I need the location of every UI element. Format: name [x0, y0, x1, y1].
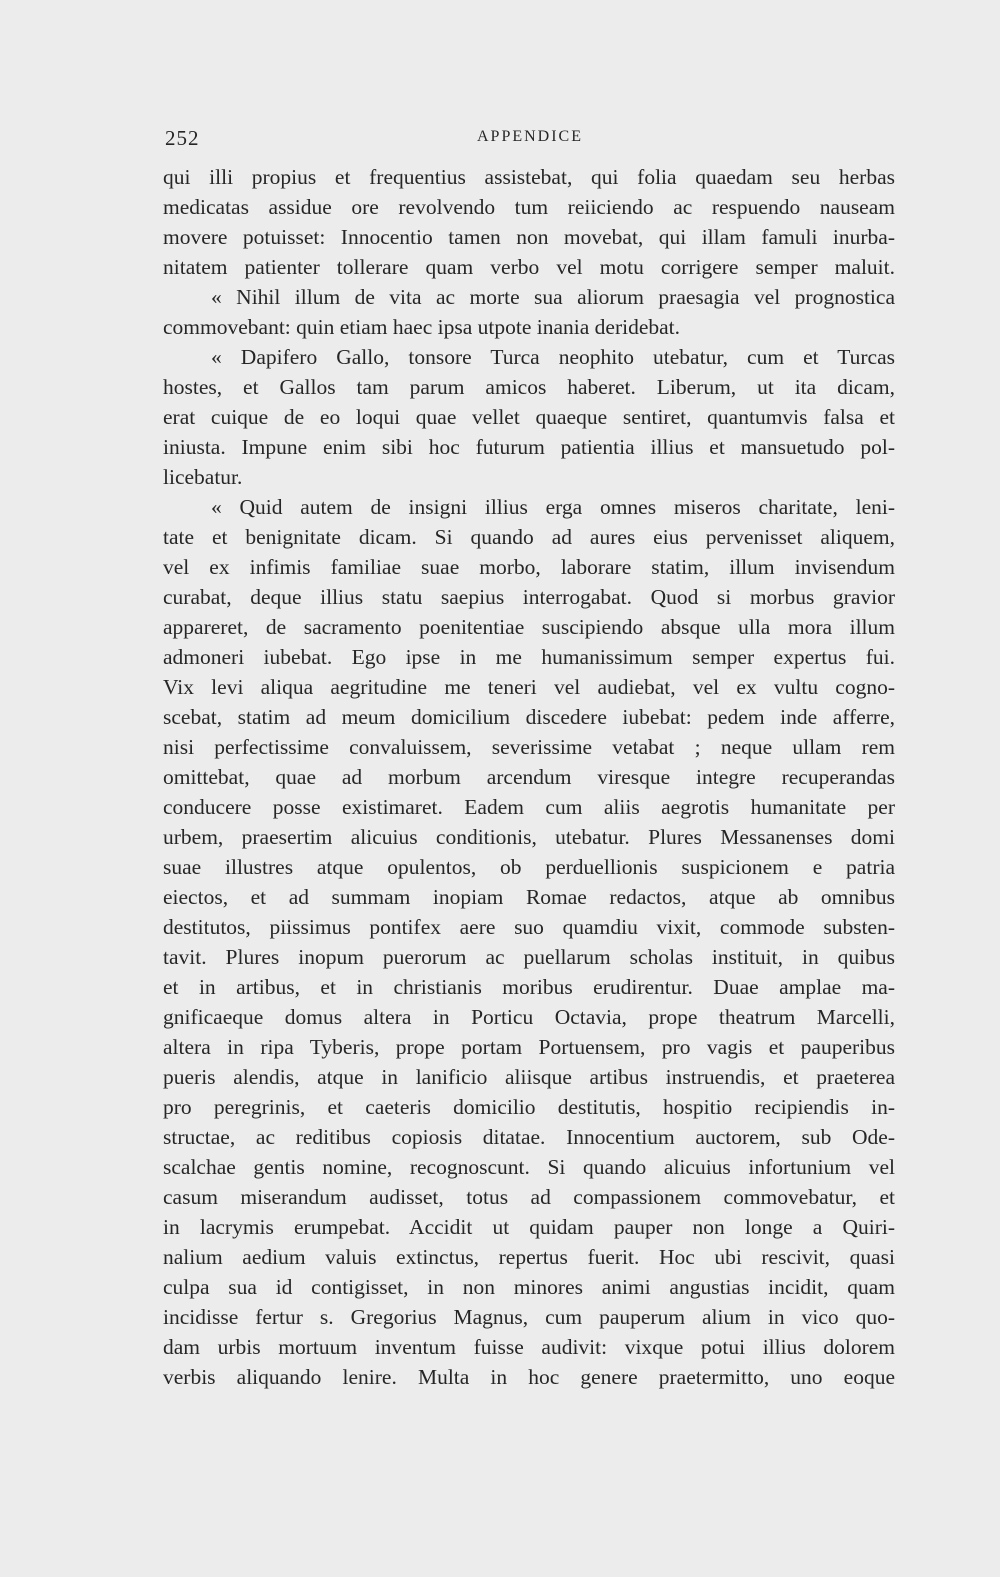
text-line: omittebat, quae ad morbum arcendum viresque integre recuperandas	[163, 765, 895, 789]
text-line: nalium aedium valuis extinctus, repertus fuerit. Hoc ubi rescivit, quasi	[163, 1245, 895, 1269]
text-line: appareret, de sacramento poenitentiae suscipiendo absque ulla mora illum	[163, 615, 895, 639]
text-line: « Nihil illum de vita ac morte sua aliorum praesagia vel prognostica	[211, 285, 895, 309]
text-line: altera in ripa Tyberis, prope portam Portuensem, pro vagis et pauperibus	[163, 1035, 895, 1059]
text-line: culpa sua id contigisset, in non minores animi angustias incidit, quam	[163, 1275, 895, 1299]
text-line: casum miserandum audisset, totus ad compassionem commovebatur, et	[163, 1185, 895, 1209]
text-line: scalchae gentis nomine, recognoscunt. Si quando alicuius infortunium vel	[163, 1155, 895, 1179]
running-title: APPENDICE	[476, 128, 583, 145]
text-line: dam urbis mortuum inventum fuisse audivit: vixque potui illius dolorem	[163, 1335, 895, 1359]
text-line: tate et benignitate dicam. Si quando ad aures eius pervenisset aliquem,	[163, 525, 895, 549]
text-line: pueris alendis, atque in lanificio aliisque artibus instruendis, et praeterea	[163, 1065, 895, 1089]
text-line: urbem, praesertim alicuius conditionis, utebatur. Plures Messanenses domi	[163, 825, 895, 849]
text-line: hostes, et Gallos tam parum amicos haberet. Liberum, ut ita dicam,	[163, 375, 895, 399]
text-line: incidisse fertur s. Gregorius Magnus, cum pauperum alium in vico quo-	[163, 1305, 895, 1329]
text-line: structae, ac reditibus copiosis ditatae. Innocentium auctorem, sub Ode-	[163, 1125, 895, 1149]
text-line: licebatur.	[163, 465, 243, 489]
text-line: curabat, deque illius statu saepius interrogabat. Quod si morbus gravior	[163, 585, 895, 609]
text-line: pro peregrinis, et caeteris domicilio destitutis, hospitio recipiendis in-	[163, 1095, 895, 1119]
text-line: medicatas assidue ore revolvendo tum reiiciendo ac respuendo nauseam	[163, 195, 895, 219]
text-line: iniusta. Impune enim sibi hoc futurum patientia illius et mansuetudo pol-	[163, 435, 895, 459]
text-line: admoneri iubebat. Ego ipse in me humanissimum semper expertus fui.	[163, 645, 895, 669]
text-line: et in artibus, et in christianis moribus erudirentur. Duae amplae ma-	[163, 975, 895, 999]
text-line: tavit. Plures inopum puerorum ac puellarum scholas instituit, in quibus	[163, 945, 895, 969]
text-line: nisi perfectissime convaluissem, severissime vetabat ; neque ullam rem	[163, 735, 895, 759]
text-line: commovebant: quin etiam haec ipsa utpote inania deridebat.	[163, 315, 681, 339]
page-number: 252	[165, 126, 200, 150]
text-line: movere potuisset: Innocentio tamen non movebat, qui illam famuli inurba-	[163, 225, 895, 249]
text-line: « Quid autem de insigni illius erga omnes miseros charitate, leni-	[211, 495, 895, 519]
text-line: in lacrymis erumpebat. Accidit ut quidam pauper non longe a Quiri-	[163, 1215, 895, 1239]
text-line: gnificaeque domus altera in Porticu Octavia, prope theatrum Marcelli,	[163, 1005, 895, 1029]
text-line: Vix levi aliqua aegritudine me teneri vel audiebat, vel ex vultu cogno-	[163, 675, 895, 699]
text-line: destitutos, piissimus pontifex aere suo quamdiu vixit, commode substen-	[163, 915, 895, 939]
text-line: scebat, statim ad meum domicilium discedere iubebat: pedem inde afferre,	[163, 705, 895, 729]
text-line: eiectos, et ad summam inopiam Romae redactos, atque ab omnibus	[163, 885, 895, 909]
text-line: vel ex infimis familiae suae morbo, laborare statim, illum invisendum	[163, 555, 895, 579]
body-text	[163, 162, 895, 1392]
text-line: nitatem patienter tollerare quam verbo vel motu corrigere semper maluit.	[163, 255, 895, 279]
text-line: qui illi propius et frequentius assistebat, qui folia quaedam seu herbas	[163, 165, 895, 189]
text-line: conducere posse existimaret. Eadem cum aliis aegrotis humanitate per	[163, 795, 895, 819]
text-line: suae illustres atque opulentos, ob perduellionis suspicionem e patria	[163, 855, 895, 879]
text-line: « Dapifero Gallo, tonsore Turca neophito utebatur, cum et Turcas	[211, 345, 895, 369]
text-line: erat cuique de eo loqui quae vellet quaeque sentiret, quantumvis falsa et	[163, 405, 895, 429]
text-line: verbis aliquando lenire. Multa in hoc genere praetermitto, uno eoque	[163, 1365, 895, 1389]
running-head	[165, 126, 895, 150]
